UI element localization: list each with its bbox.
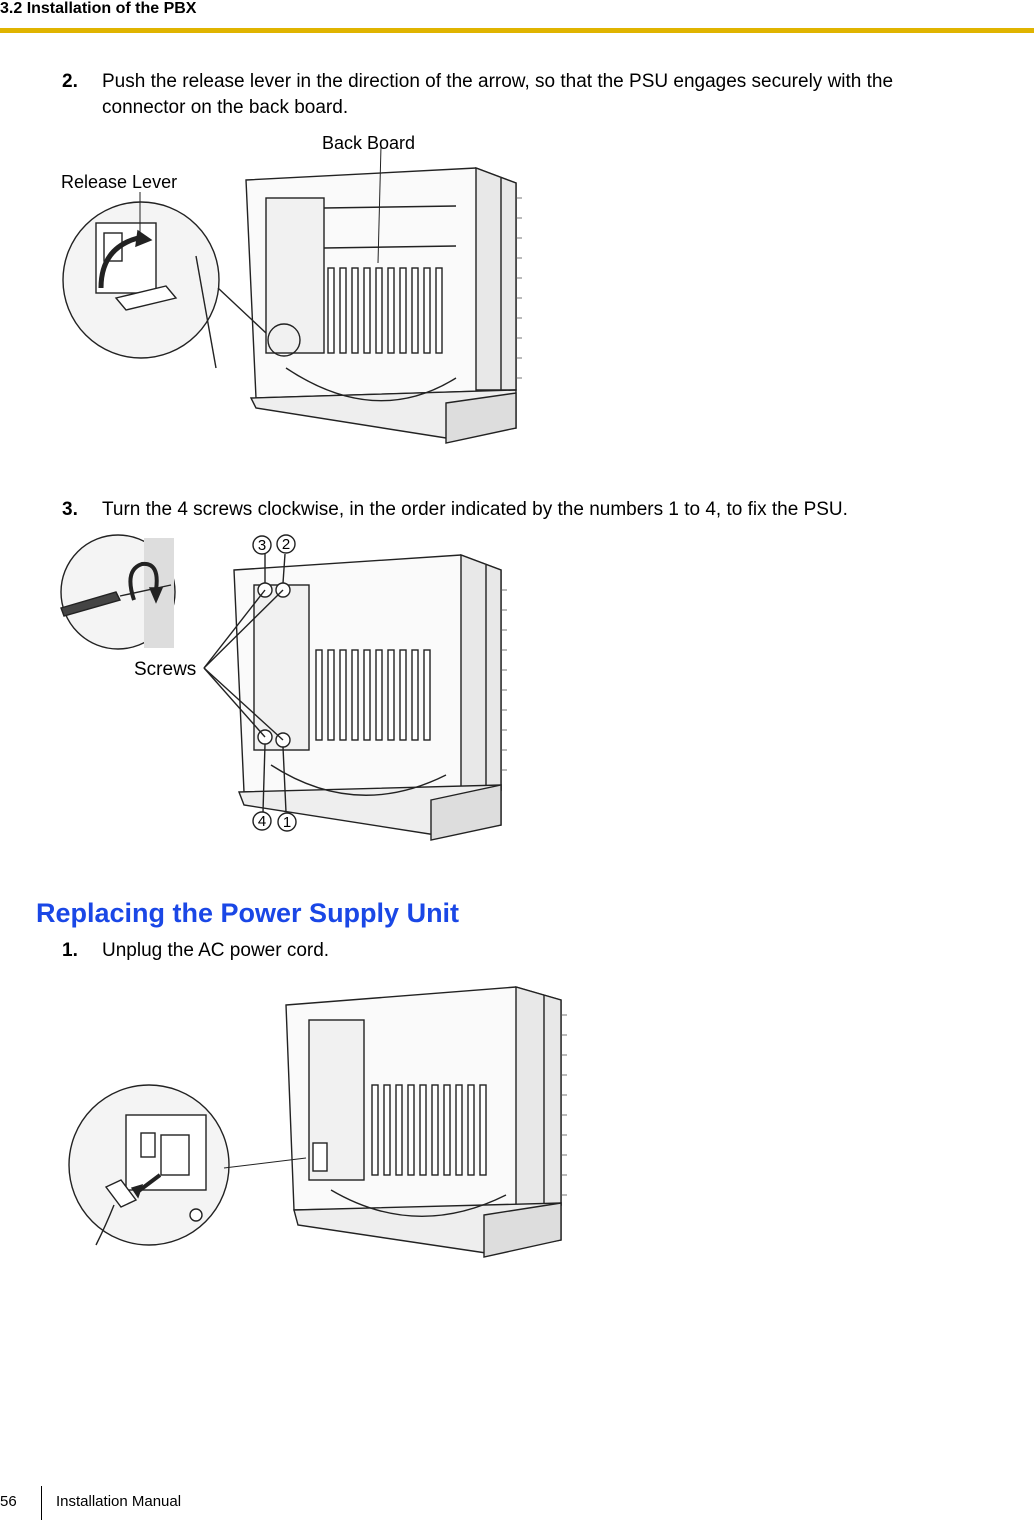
figure-screws [56,530,526,860]
step-number: 3. [62,499,78,520]
order-number-1: 1 [282,814,292,831]
step-1 [62,936,1002,966]
step-text: Turn the 4 screws clockwise, in the order indicated by the numbers 1 to 4, to fix the PSU. [102,499,848,520]
order-number-2: 2 [281,536,291,553]
manual-title: Installation Manual [56,1493,182,1510]
callout-back-board: Back Board [322,133,416,153]
header-rule [0,28,1034,33]
step-number: 1. [62,940,78,961]
step-text-line2: connector on the back board. [102,97,349,118]
order-number-3: 3 [257,537,267,554]
order-number-4: 4 [257,813,267,830]
pbx-screws-illustration [56,530,526,860]
callout-screws: Screws [134,659,197,680]
callout-release-lever: Release Lever [61,172,178,192]
footer-divider [41,1486,42,1520]
page-number: 56 [0,1493,17,1510]
step-text: Unplug the AC power cord. [102,940,330,961]
pbx-unplug-illustration [66,975,571,1295]
section-title: Replacing the Power Supply Unit [36,898,460,928]
running-head: 3.2 Installation of the PBX [0,0,197,17]
step-2 [62,67,1002,127]
step-number: 2. [62,71,78,92]
figure-unplug-cord [66,975,571,1295]
step-text-line1: Push the release lever in the direction of the arrow, so that the PSU engages securely with the [102,71,894,92]
step-3 [62,495,1002,525]
